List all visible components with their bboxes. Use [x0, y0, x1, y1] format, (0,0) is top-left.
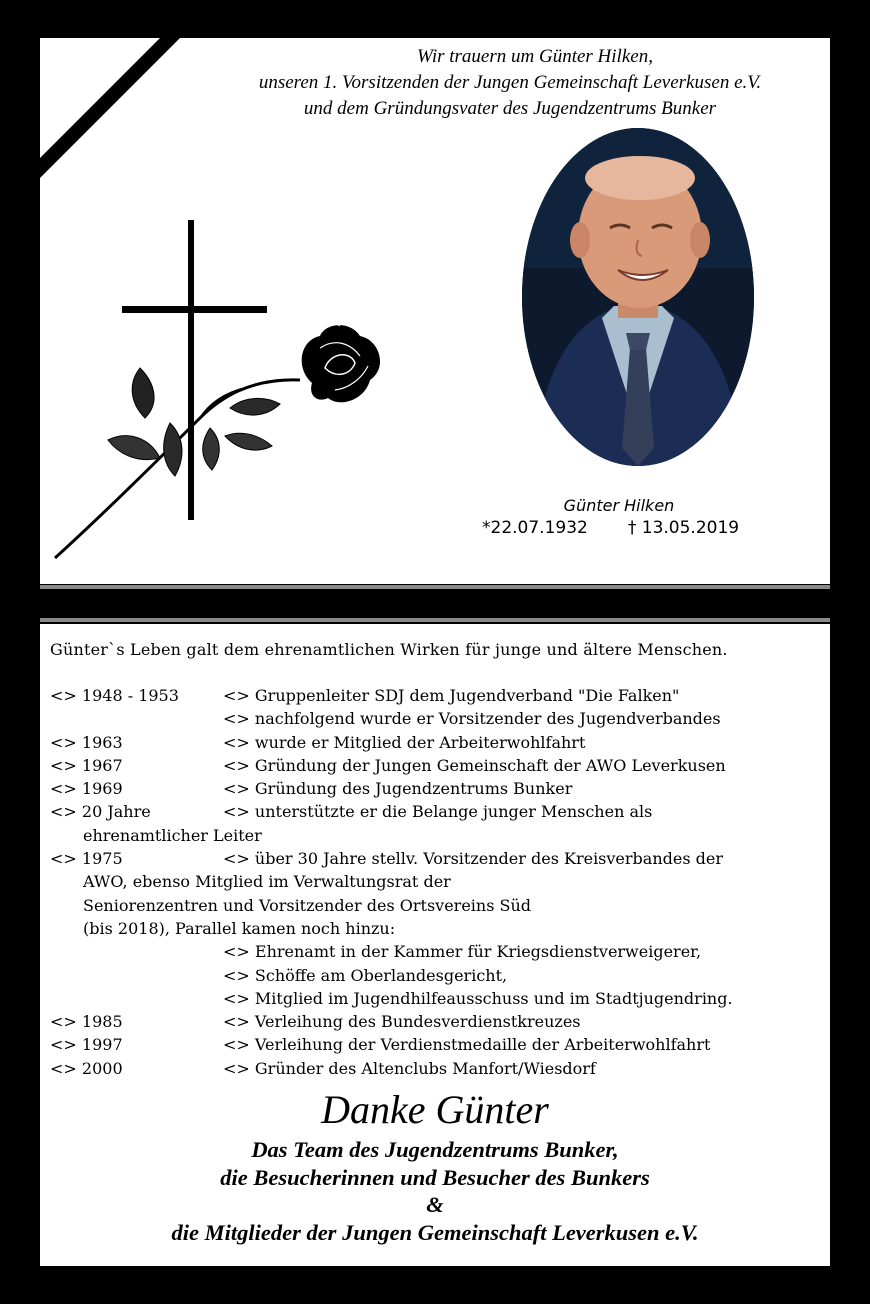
mourning-announcement: [200, 44, 820, 122]
timeline-row: [50, 1010, 820, 1033]
timeline-entry: <> Verleihung des Bundesverdienstkreuzes: [223, 1012, 581, 1032]
biography-panel: [40, 624, 830, 1266]
timeline-entry: <> Verleihung der Verdienstmedaille der Arbeiterwohlfahrt: [223, 1035, 711, 1055]
obituary-header-panel: [40, 38, 830, 584]
timeline-row: [50, 847, 820, 940]
timeline-entry-continued: ehrenamtlicher Leiter: [83, 825, 262, 845]
death-date: † 13.05.2019: [627, 518, 740, 538]
timeline-row: [50, 731, 820, 754]
timeline-entry: <> wurde er Mitglied der Arbeiterwohlfahrt: [223, 732, 586, 752]
biography-intro: Günter`s Leben galt dem ehrenamtlichen Wirken für junge und ältere Menschen.: [50, 640, 728, 659]
life-dates: [482, 518, 739, 538]
timeline-row: [50, 964, 820, 987]
thanks-heading: Danke Günter: [321, 1087, 549, 1132]
timeline-year: <> 1997: [50, 1035, 123, 1055]
timeline-entry: <> Mitglied im Jugendhilfeausschuss und im Stadtjugendring.: [223, 988, 733, 1008]
signoff-line-4: die Mitglieder der Jungen Gemeinschaft Leverkusen e.V.: [171, 1219, 699, 1245]
timeline-row: [50, 1057, 820, 1080]
timeline-entry-continued: Seniorenzentren und Vorsitzender des Ortsvereins Süd: [83, 895, 532, 915]
timeline-entry: <> Ehrenamt in der Kammer für Kriegsdienstverweigerer,: [223, 942, 702, 962]
timeline-entry: <> Gründer des Altenclubs Manfort/Wiesdorf: [223, 1058, 596, 1078]
divider-line-top: [40, 585, 830, 589]
signoff-line-2: die Besucherinnen und Besucher des Bunkers: [220, 1164, 650, 1190]
timeline-year: <> 1963: [50, 732, 123, 752]
timeline-row: [50, 800, 820, 847]
timeline-year: <> 1975: [50, 849, 123, 869]
timeline-row: [50, 684, 820, 707]
timeline-year: <> 1967: [50, 755, 123, 775]
signoff-line-1: Das Team des Jugendzentrums Bunker,: [251, 1137, 619, 1162]
timeline-row: [50, 707, 820, 730]
timeline-row: [50, 1033, 820, 1056]
timeline-entry: <> Gründung des Jugendzentrums Bunker: [223, 779, 573, 799]
timeline-year: <> 1985: [50, 1012, 123, 1032]
timeline-entry: <> Schöffe am Oberlandesgericht,: [223, 965, 508, 985]
timeline-entry: <> nachfolgend wurde er Vorsitzender des Jugendverbandes: [223, 709, 721, 729]
announcement-line-1: Wir trauern um Günter Hilken,: [417, 46, 653, 67]
signoff: [40, 1136, 830, 1246]
divider-line-bottom: [40, 618, 830, 622]
timeline-year: <> 1969: [50, 779, 123, 799]
signoff-ampersand: &: [426, 1192, 444, 1217]
timeline-row: [50, 754, 820, 777]
announcement-line-3: und dem Gründungsvater des Jugendzentrums Bunker: [303, 98, 717, 119]
timeline-entry: <> Gründung der Jungen Gemeinschaft der AWO Leverkusen: [223, 755, 726, 775]
portrait-photo: [522, 128, 754, 466]
timeline-row: [50, 777, 820, 800]
timeline-row: [50, 987, 820, 1010]
timeline-row: [50, 940, 820, 963]
birth-date: *22.07.1932: [482, 518, 588, 538]
biography-timeline: [50, 684, 820, 1080]
timeline-entry-continued: (bis 2018), Parallel kamen noch hinzu:: [83, 918, 396, 938]
cross-icon: [188, 220, 194, 520]
announcement-line-2: unseren 1. Vorsitzenden der Jungen Gemeinschaft Leverkusen e.V.: [258, 72, 762, 93]
timeline-entry: <> unterstützte er die Belange junger Menschen als: [223, 802, 653, 822]
timeline-year: <> 1948 - 1953: [50, 686, 179, 705]
timeline-year: <> 2000: [50, 1058, 123, 1078]
timeline-year: <> 20 Jahre: [50, 802, 151, 822]
rose-icon: [302, 323, 380, 403]
deceased-name: Günter Hilken: [563, 496, 675, 515]
timeline-entry-continued: AWO, ebenso Mitglied im Verwaltungsrat der: [83, 872, 451, 892]
timeline-entry: <> über 30 Jahre stellv. Vorsitzender des Kreisverbandes der: [223, 849, 723, 869]
timeline-entry: <> Gruppenleiter SDJ dem Jugendverband "Die Falken": [223, 686, 680, 705]
mourning-sash: [40, 38, 200, 198]
cross-and-rose-illustration: [50, 218, 390, 568]
